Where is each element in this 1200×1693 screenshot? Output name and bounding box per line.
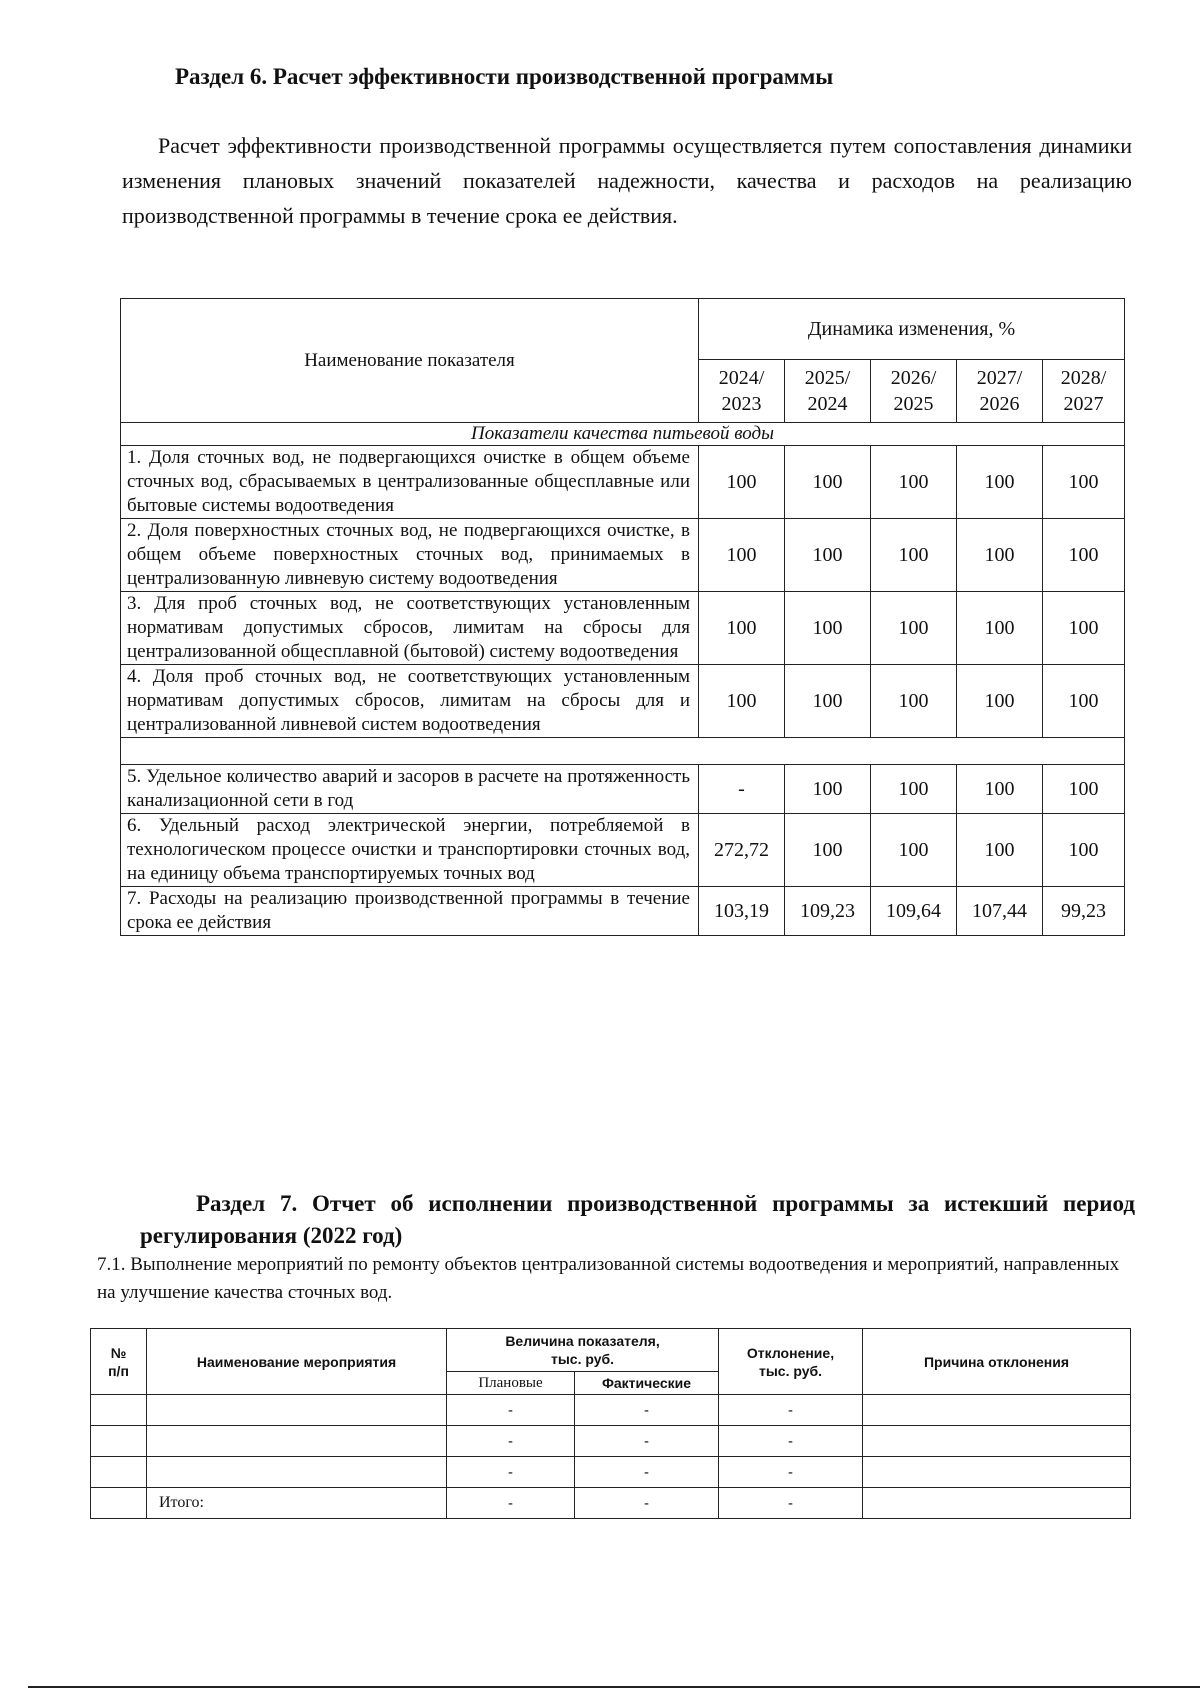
row-actual: - [575, 1395, 719, 1426]
indicator-value: 100 [785, 665, 871, 738]
indicator-value: 100 [785, 446, 871, 519]
row-planned: - [447, 1395, 575, 1426]
actual-header: Фактические [575, 1372, 719, 1395]
indicator-value: 99,23 [1043, 887, 1125, 936]
indicator-value: 100 [1043, 765, 1125, 814]
table-row [91, 1395, 1131, 1426]
value-header: Величина показателя, тыс. руб. [447, 1329, 719, 1372]
row-reason [863, 1426, 1131, 1457]
indicator-name: 7. Расходы на реализацию производственной программы в течение срока ее действия [121, 887, 699, 936]
table-row [121, 665, 1125, 738]
table-row [91, 1426, 1131, 1457]
total-actual: - [575, 1488, 719, 1519]
total-row [91, 1488, 1131, 1519]
indicator-value: 100 [871, 665, 957, 738]
row-deviation: - [719, 1457, 863, 1488]
num-header: № п/п [91, 1329, 147, 1395]
row-actual: - [575, 1426, 719, 1457]
table-row [121, 765, 1125, 814]
indicator-value: 100 [957, 665, 1043, 738]
execution-report-table [90, 1328, 1131, 1519]
reason-header: Причина отклонения [863, 1329, 1131, 1395]
indicator-value: 103,19 [699, 887, 785, 936]
indicator-value: 100 [871, 765, 957, 814]
indicator-value: 100 [871, 519, 957, 592]
indicator-value: 100 [785, 592, 871, 665]
row-num [91, 1457, 147, 1488]
efficiency-table [120, 298, 1125, 936]
indicator-value: 100 [957, 592, 1043, 665]
indicator-name: 2. Доля поверхностных сточных вод, не подвергающихся очистке, в общем объеме поверхностных сточных вод, принимаемых в централизованную ливневую систему водоотведения [121, 519, 699, 592]
indicator-value: - [699, 765, 785, 814]
indicator-value: 100 [957, 814, 1043, 887]
table-row [121, 446, 1125, 519]
row-reason [863, 1457, 1131, 1488]
total-planned: - [447, 1488, 575, 1519]
row-reason [863, 1395, 1131, 1426]
indicator-value: 100 [699, 665, 785, 738]
year-header: 2025/ 2024 [785, 360, 871, 423]
section6-title: Раздел 6. Расчет эффективности производственной программы [175, 64, 834, 89]
indicator-name: 1. Доля сточных вод, не подвергающихся очистке в общем объеме сточных вод, сбрасываемых в централизованные общесплавные или бытовые системы водоотведения [121, 446, 699, 519]
row-name [147, 1457, 447, 1488]
indicator-value: 100 [785, 519, 871, 592]
row-deviation: - [719, 1426, 863, 1457]
indicator-name: 5. Удельное количество аварий и засоров в расчете на протяженность канализационной сети в год [121, 765, 699, 814]
empty-cell [121, 738, 1125, 765]
table-row [121, 814, 1125, 887]
indicator-name: 4. Доля проб сточных вод, не соответствующих установленным нормативам допустимых сбросов, лимитам на сбросы для и централизованной ливневой систем водоотведения [121, 665, 699, 738]
indicator-value: 100 [699, 446, 785, 519]
total-label: Итого: [147, 1488, 447, 1519]
indicator-value: 100 [699, 519, 785, 592]
row-planned: - [447, 1457, 575, 1488]
year-header: 2027/ 2026 [957, 360, 1043, 423]
activity-name-header: Наименование мероприятия [147, 1329, 447, 1395]
row-num [91, 1426, 147, 1457]
indicator-value: 109,64 [871, 887, 957, 936]
indicator-value: 100 [871, 592, 957, 665]
table-row [121, 519, 1125, 592]
section7-subtitle: 7.1. Выполнение мероприятий по ремонту объектов централизованной системы водоотведения и мероприятий, направленных на улучшение качества сточных вод. [97, 1254, 1120, 1303]
empty-row [121, 738, 1125, 765]
indicator-value: 100 [1043, 814, 1125, 887]
indicator-value: 100 [785, 814, 871, 887]
total-num [91, 1488, 147, 1519]
indicator-value: 100 [957, 765, 1043, 814]
row-name [147, 1395, 447, 1426]
deviation-header: Отклонение, тыс. руб. [719, 1329, 863, 1395]
row-planned: - [447, 1426, 575, 1457]
indicator-value: 100 [957, 446, 1043, 519]
row-name [147, 1426, 447, 1457]
indicator-value: 100 [1043, 592, 1125, 665]
indicator-value: 272,72 [699, 814, 785, 887]
row-deviation: - [719, 1395, 863, 1426]
total-reason [863, 1488, 1131, 1519]
indicator-name-header: Наименование показателя [121, 299, 699, 423]
indicator-value: 100 [1043, 519, 1125, 592]
section6-paragraph: Расчет эффективности производственной программы осуществляется путем сопоставления динамики изменения плановых значений показателей надежности, качества и расходов на реализацию производственной программы в течение срока ее действия. [122, 133, 1132, 228]
row-num [91, 1395, 147, 1426]
indicator-name: 6. Удельный расход электрической энергии, потребляемой в технологическом процессе очистки и транспортировки сточных вод, на единицу объема транспортируемых точных вод [121, 814, 699, 887]
page-bottom-rule [28, 1686, 1200, 1688]
indicator-value: 100 [871, 814, 957, 887]
table-row [91, 1457, 1131, 1488]
indicator-value: 100 [785, 765, 871, 814]
total-deviation: - [719, 1488, 863, 1519]
row-actual: - [575, 1457, 719, 1488]
indicator-value: 109,23 [785, 887, 871, 936]
section-label: Показатели качества питьевой воды [121, 423, 1125, 446]
year-header: 2024/ 2023 [699, 360, 785, 423]
indicator-value: 100 [1043, 446, 1125, 519]
indicator-value: 100 [957, 519, 1043, 592]
table-row [121, 887, 1125, 936]
planned-header: Плановые [447, 1372, 575, 1395]
indicator-name: 3. Для проб сточных вод, не соответствующих установленным нормативам допустимых сбросов, лимитам на сбросы для централизованной общесплавной (бытовой) систему водоотведения [121, 592, 699, 665]
year-header: 2028/ 2027 [1043, 360, 1125, 423]
indicator-value: 107,44 [957, 887, 1043, 936]
indicator-value: 100 [871, 446, 957, 519]
table-row [121, 592, 1125, 665]
section7-title: Раздел 7. Отчет об исполнении производственной программы за истекший период регулирования (2022 год) [140, 1191, 1135, 1248]
indicator-value: 100 [699, 592, 785, 665]
year-header: 2026/ 2025 [871, 360, 957, 423]
dynamics-header: Динамика изменения, % [699, 299, 1125, 360]
indicator-value: 100 [1043, 665, 1125, 738]
